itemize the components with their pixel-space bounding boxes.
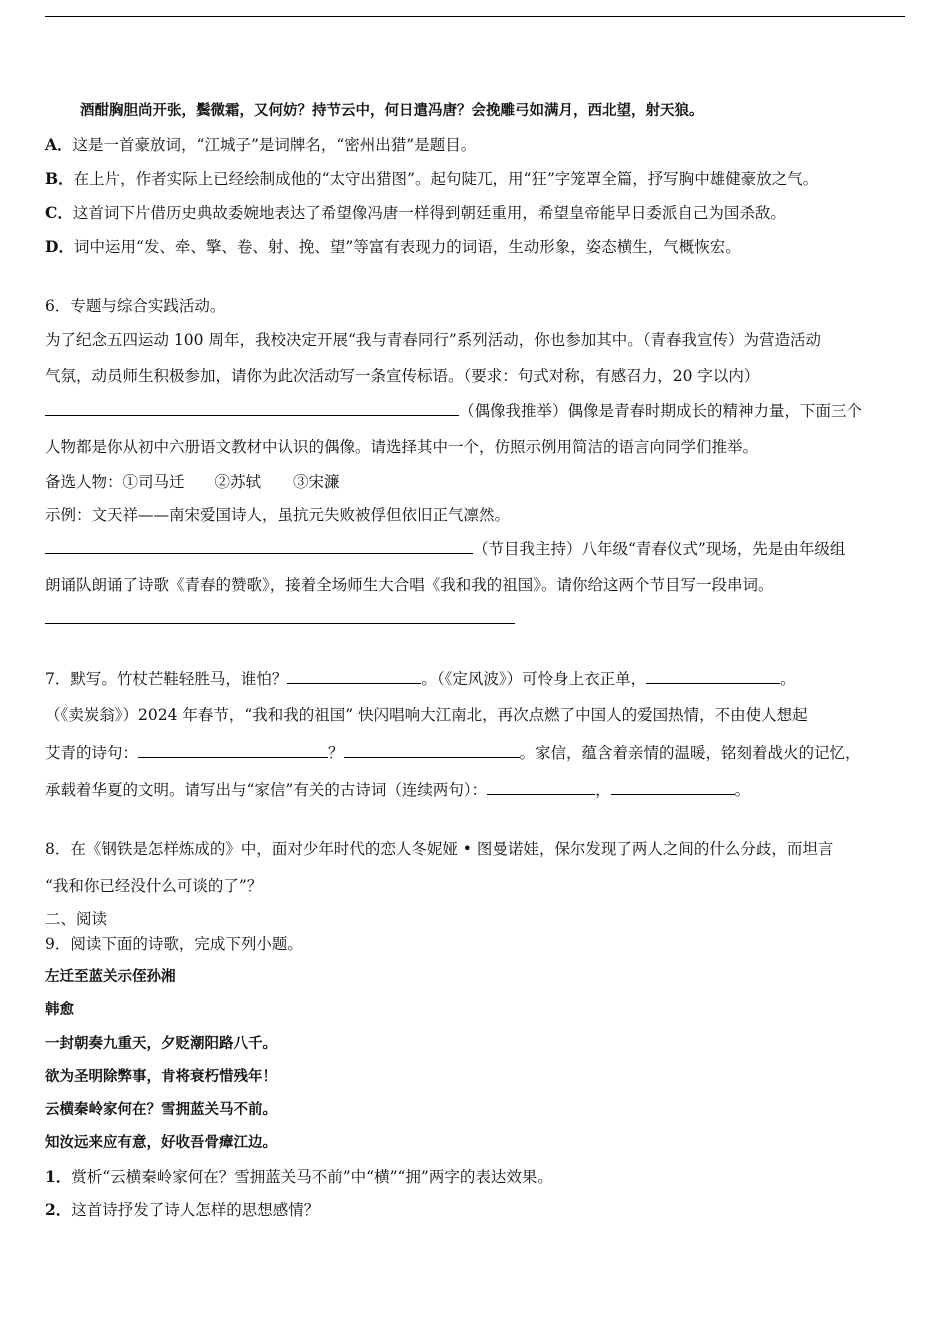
answer-blank[interactable]: [611, 779, 735, 795]
q7-line3: [45, 742, 861, 763]
poem-line: 知汝远来应有意，好收吾骨瘴江边。: [45, 1134, 277, 1151]
q7-line4: [45, 779, 750, 800]
answer-blank[interactable]: [45, 608, 515, 624]
poem-line: 一封朝奏九重天，夕贬潮阳路八千。: [45, 1035, 277, 1052]
q6-title: 6．专题与综合实践活动。: [45, 297, 226, 315]
q7-line2: （《卖炭翁》）2024 年春节，“我和我的祖国” 快闪唱响大江南北，再次点燃了中国人的爱国热情，不由使人想起: [45, 706, 808, 724]
option-letter: B．: [45, 169, 74, 188]
sub-question-text: 赏析“云横秦岭家何在？雪拥蓝关马不前”中“横”“拥”两字的表达效果。: [71, 1168, 553, 1186]
option-text: 这是一首豪放词，“江城子”是词牌名，“密州出猎”是题目。: [72, 136, 477, 154]
answer-blank[interactable]: [287, 668, 421, 684]
q6-line8: 朗诵队朗诵了诗歌《青春的赞歌》，接着全场师生大合唱《我和我的祖国》。请你给这两个节目写一段串词。: [45, 576, 774, 594]
answer-blank[interactable]: [138, 742, 328, 758]
q7-text: 承载着华夏的文明。请写出与“家信”有关的古诗词（连续两句）：: [45, 781, 488, 799]
answer-blank[interactable]: [45, 538, 473, 554]
q6-line1: 为了纪念五四运动 100 周年，我校决定开展“我与青春同行”系列活动，你也参加其中。（青春我宣传）为营造活动: [45, 331, 822, 349]
q9-title: 9．阅读下面的诗歌，完成下列小题。: [45, 935, 303, 953]
candidates-label: 备选人物：: [45, 473, 123, 491]
q8-line1: 8．在《钢铁是怎样炼成的》中，面对少年时代的恋人冬妮娅 • 图曼诺娃，保尔发现了两人之间的什么分歧，而坦言: [45, 840, 834, 858]
q6-line7-text: （节目我主持）八年级“青春仪式”现场，先是由年级组: [473, 540, 846, 558]
poem-author: 韩愈: [45, 1001, 74, 1018]
option-letter: A．: [45, 135, 73, 154]
answer-blank[interactable]: [646, 668, 780, 684]
answer-blank[interactable]: [45, 400, 459, 416]
sub-question-2: [45, 1200, 319, 1220]
option-d: [45, 237, 741, 257]
q6-line3-text: （偶像我推举）偶像是青春时期成长的精神力量，下面三个: [459, 402, 863, 420]
q6-line3: [45, 400, 862, 421]
q7-text: 。: [734, 781, 751, 799]
option-text: 在上片，作者实际上已经绘制成他的“太守出猎图”。起句陡兀，用“狂”字笼罩全篇，抒写胸中雄健豪放之气。: [73, 170, 819, 188]
sub-question-number: 1．: [45, 1167, 72, 1186]
q7-text: 。（《定风波》）可怜身上衣正单，: [421, 670, 647, 688]
q7-text: ？: [328, 744, 344, 762]
top-rule: [45, 16, 905, 17]
q6-line4: 人物都是你从初中六册语文教材中认识的偶像。请选择其中一个，仿照示例用简洁的语言向同学们推举。: [45, 438, 759, 456]
q7-text: 艾青的诗句：: [45, 744, 139, 762]
answer-blank[interactable]: [344, 742, 520, 758]
sub-question-number: 2．: [45, 1200, 72, 1219]
q7-text: 。家信，蕴含着亲情的温暖，铭刻着战火的记忆，: [519, 744, 861, 762]
option-b: [45, 169, 818, 189]
candidate-item: ③宋濂: [293, 473, 340, 491]
q6-line2: 气氛，动员师生积极参加，请你为此次活动写一条宣传标语。（要求：句式对称，有感召力，20 字以内）: [45, 367, 760, 385]
sub-question-text: 这首诗抒发了诗人怎样的思想感情？: [71, 1201, 320, 1219]
candidate-item: ①司马迁: [122, 473, 185, 491]
q7-text: ，: [595, 781, 611, 799]
q6-candidates: [45, 472, 340, 492]
q7-text: 7．默写。竹杖芒鞋轻胜马，谁怕？: [45, 670, 288, 688]
option-text: 词中运用“发、牵、擎、卷、射、挽、望”等富有表现力的词语，生动形象，姿态横生，气概恢宏。: [73, 238, 741, 256]
candidate-item: ②苏轼: [214, 473, 262, 491]
poem-title: 左迁至蓝关示侄孙湘: [45, 968, 176, 985]
q7-line1: [45, 668, 796, 689]
section-heading: 二、阅读: [45, 910, 108, 928]
option-a: [45, 135, 476, 155]
q7-text: 。: [780, 670, 796, 688]
q6-example: 示例：文天祥——南宋爱国诗人，虽抗元失败被俘但依旧正气凛然。: [45, 506, 511, 524]
poem-tail-line: 酒酣胸胆尚开张，鬓微霜，又何妨？持节云中，何日遣冯唐？会挽雕弓如满月，西北望，射天狼。: [80, 102, 704, 119]
option-letter: D．: [45, 237, 74, 256]
q6-line9: [45, 608, 515, 629]
option-letter: C．: [45, 203, 73, 222]
poem-line: 欲为圣明除弊事，肯将衰朽惜残年！: [45, 1068, 277, 1085]
q6-line7: [45, 538, 845, 559]
poem-line: 云横秦岭家何在？雪拥蓝关马不前。: [45, 1101, 277, 1118]
option-text: 这首词下片借历史典故委婉地表达了希望像冯唐一样得到朝廷重用，希望皇帝能早日委派自己为国杀敌。: [72, 204, 786, 222]
sub-question-1: [45, 1167, 553, 1187]
option-c: [45, 203, 786, 223]
answer-blank[interactable]: [487, 779, 595, 795]
q8-line2: “我和你已经没什么可谈的了”？: [45, 877, 263, 895]
